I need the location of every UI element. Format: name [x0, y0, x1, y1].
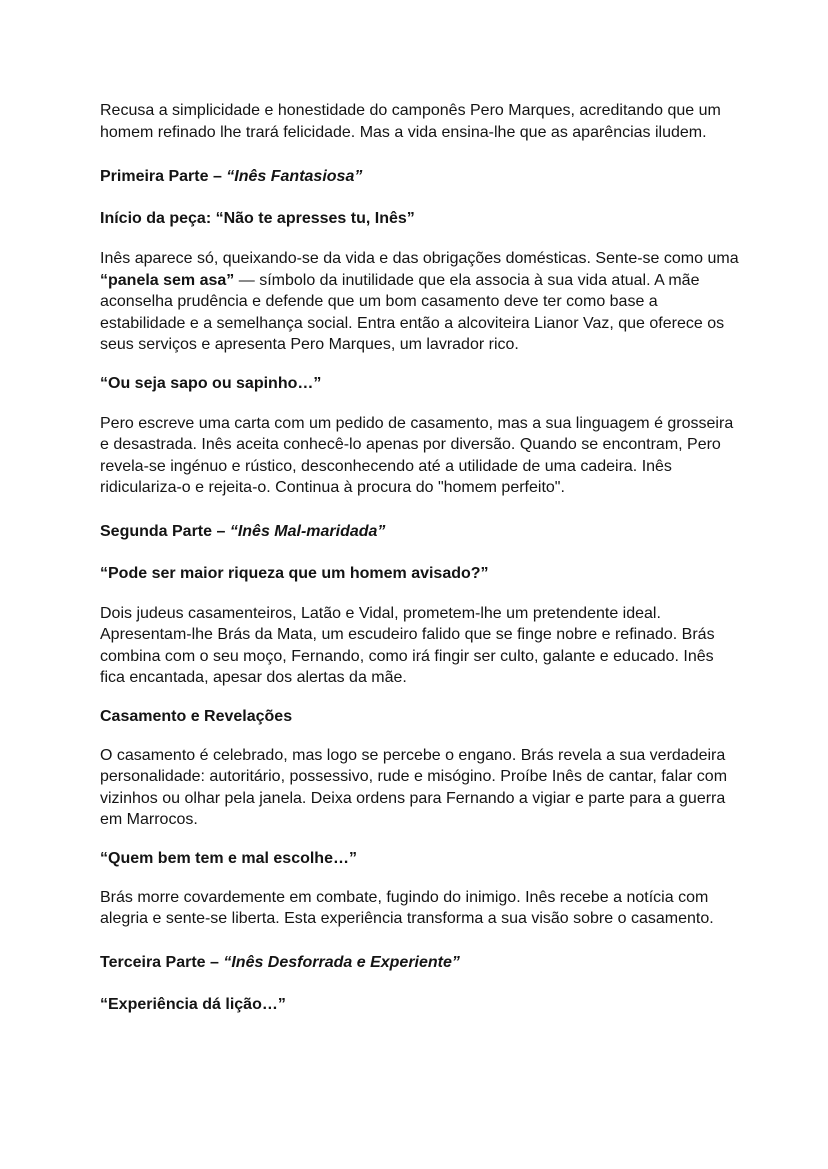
section-inicio-text-b: — símbolo da inutilidade que ela associa à sua vida atual. A mãe aconselha prudência e defende que um bom casamento deve ter como base a estabilidade e a semelhança social. Entra então a alcoviteira Lianor Vaz, que oferece os seus serviços e apresenta Pero Marques, um lavrador rico.: [100, 271, 725, 353]
part-one-label: Primeira Parte –: [100, 168, 227, 185]
section-casamento-heading: Casamento e Revelações: [100, 707, 293, 725]
part-three-heading: [100, 952, 740, 973]
section-riqueza-paragraph: Dois judeus casamenteiros, Latão e Vidal, prometem-lhe um pretendente ideal. Apresentam-lhe Brás da Mata, um escudeiro falido que se finge nobre e refinado. Brás combina com o seu moço, Fernando, como irá fingir ser culto, galante e educado. Inês fica encantada, apesar dos alertas da mãe.: [100, 604, 715, 686]
section-riqueza-heading: “Pode ser maior riqueza que um homem avisado?”: [100, 564, 489, 582]
part-one-title: “Inês Fantasiosa”: [226, 168, 363, 185]
part-three-label: Terceira Parte –: [100, 953, 224, 971]
section-casamento-paragraph: O casamento é celebrado, mas logo se percebe o engano. Brás revela a sua verdadeira personalidade: autoritário, possessivo, rude e misógino. Proíbe Inês de cantar, falar com vizinhos ou olhar pela janela. Deixa ordens para Fernando a vigiar e parte para a guerra em Marrocos.: [100, 746, 728, 828]
part-two-label: Segunda Parte –: [100, 522, 230, 540]
section-inicio-heading: Início da peça: “Não te apresses tu, Inês”: [100, 210, 415, 227]
section-inicio-text-a: Inês aparece só, queixando-se da vida e das obrigações domésticas. Sente-se como uma: [100, 250, 739, 267]
part-three-title: “Inês Desforrada e Experiente”: [223, 953, 460, 971]
part-two-title: “Inês Mal-maridada”: [229, 522, 386, 540]
section-quem-bem-heading: “Quem bem tem e mal escolhe…”: [100, 849, 357, 867]
section-quem-bem-paragraph: Brás morre covardemente em combate, fugindo do inimigo. Inês recebe a notícia com alegria e sente-se liberta. Esta experiência transforma a sua visão sobre o casamento.: [100, 888, 714, 927]
document-page: [100, 100, 740, 1015]
section-inicio-paragraph: [100, 248, 740, 356]
intro-paragraph: Recusa a simplicidade e honestidade do camponês Pero Marques, acreditando que um homem refinado lhe trará felicidade. Mas a vida ensina-lhe que as aparências iludem.: [100, 102, 721, 141]
part-one-heading: [100, 166, 740, 187]
section-experiencia-heading: “Experiência dá lição…”: [100, 995, 286, 1013]
section-sapo-paragraph: Pero escreve uma carta com um pedido de casamento, mas a sua linguagem é grosseira e desastrada. Inês aceita conhecê-lo apenas por diversão. Quando se encontram, Pero revela-se ingénuo e rústico, desconhecendo até a utilidade de uma cadeira. Inês ridiculariza-o e rejeita-o. Continua à procura do "homem perfeito".: [100, 414, 734, 496]
section-inicio-bold-phrase: “panela sem asa”: [100, 271, 235, 289]
section-sapo-heading: “Ou seja sapo ou sapinho…”: [100, 374, 322, 392]
part-two-heading: [100, 521, 740, 542]
